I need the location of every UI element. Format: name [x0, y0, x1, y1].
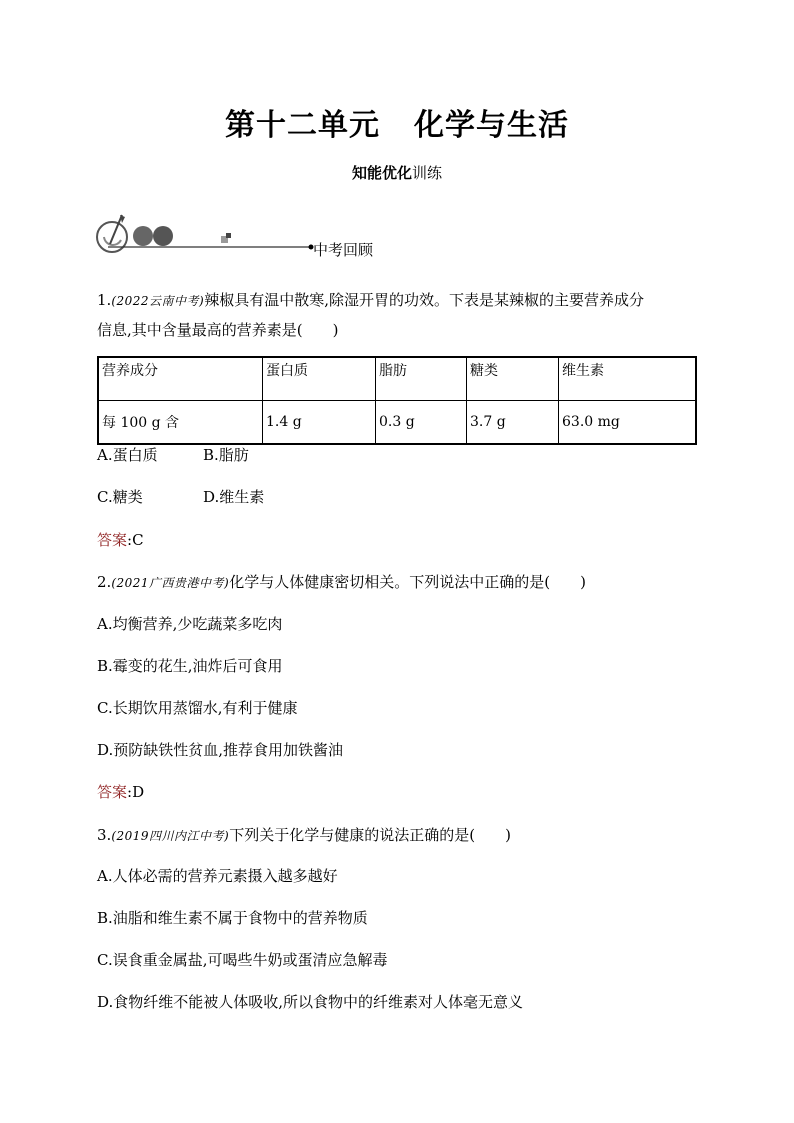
page-title — [0, 100, 794, 144]
question-number: 1. — [97, 291, 112, 309]
option-b: B.脂肪 — [203, 446, 249, 464]
answer-value: :C — [127, 531, 144, 549]
square-icon — [226, 233, 231, 238]
dark-dot-icon — [133, 226, 153, 246]
table-row — [98, 401, 696, 445]
question-source: (2021广西贵港中考) — [111, 576, 230, 590]
subtitle-bold: 知能优化 — [351, 164, 412, 182]
question-source: (2022云南中考) — [111, 294, 205, 308]
table-cell: 维生素 — [559, 357, 697, 401]
table-cell: 糖类 — [467, 357, 559, 401]
question-number: 2. — [97, 573, 112, 591]
table-cell: 脂肪 — [376, 357, 467, 401]
question-1-stem — [97, 290, 644, 311]
answer-2 — [97, 782, 144, 802]
question-text: 化学与人体健康密切相关。下列说法中正确的是( ) — [229, 573, 586, 591]
table-cell: 营养成分 — [98, 357, 263, 401]
table-cell: 3.7 g — [467, 401, 559, 445]
table-cell: 0.3 g — [376, 401, 467, 445]
question-2-stem — [97, 572, 586, 593]
title-unit: 第十二单元 — [225, 108, 380, 143]
option-c: C.长期饮用蒸馏水,有利于健康 — [97, 699, 298, 717]
option-a: A.人体必需的营养元素摄入越多越好 — [97, 867, 338, 885]
question-3-stem — [97, 825, 511, 846]
dark-dot-icon — [153, 226, 173, 246]
option-b: B.霉变的花生,油炸后可食用 — [97, 657, 283, 675]
option-d: D.维生素 — [203, 488, 265, 506]
page-subtitle — [0, 162, 794, 183]
option-c: C.误食重金属盐,可喝些牛奶或蛋清应急解毒 — [97, 951, 388, 969]
table-cell: 蛋白质 — [263, 357, 376, 401]
answer-label: 答案 — [97, 783, 128, 801]
answer-1 — [97, 530, 144, 550]
answer-value: :D — [127, 783, 145, 801]
table-header-row — [98, 357, 696, 401]
option-c: C.糖类 — [97, 488, 143, 506]
section-label: 中考回顾 — [313, 241, 374, 259]
nutrition-table — [97, 356, 697, 445]
title-topic: 化学与生活 — [414, 108, 569, 143]
answer-label: 答案 — [97, 531, 128, 549]
question-text: 下列关于化学与健康的说法正确的是( ) — [229, 826, 511, 844]
option-d: D.食物纤维不能被人体吸收,所以食物中的纤维素对人体毫无意义 — [97, 993, 524, 1011]
question-number: 3. — [97, 826, 112, 844]
question-1-stem-line2: 信息,其中含量最高的营养素是( ) — [97, 321, 339, 339]
table-cell: 1.4 g — [263, 401, 376, 445]
question-source: (2019四川内江中考) — [111, 829, 230, 843]
subtitle-rest: 训练 — [412, 164, 443, 182]
question-text: 辣椒具有温中散寒,除湿开胃的功效。下表是某辣椒的主要营养成分 — [204, 291, 644, 309]
option-a: A.均衡营养,少吃蔬菜多吃肉 — [97, 615, 283, 633]
option-b: B.油脂和维生素不属于食物中的营养物质 — [97, 909, 368, 927]
table-cell: 每 100 g 含 — [98, 401, 263, 445]
option-d: D.预防缺铁性贫血,推荐食用加铁酱油 — [97, 741, 344, 759]
option-a: A.蛋白质 — [97, 446, 158, 464]
table-cell: 63.0 mg — [559, 401, 697, 445]
